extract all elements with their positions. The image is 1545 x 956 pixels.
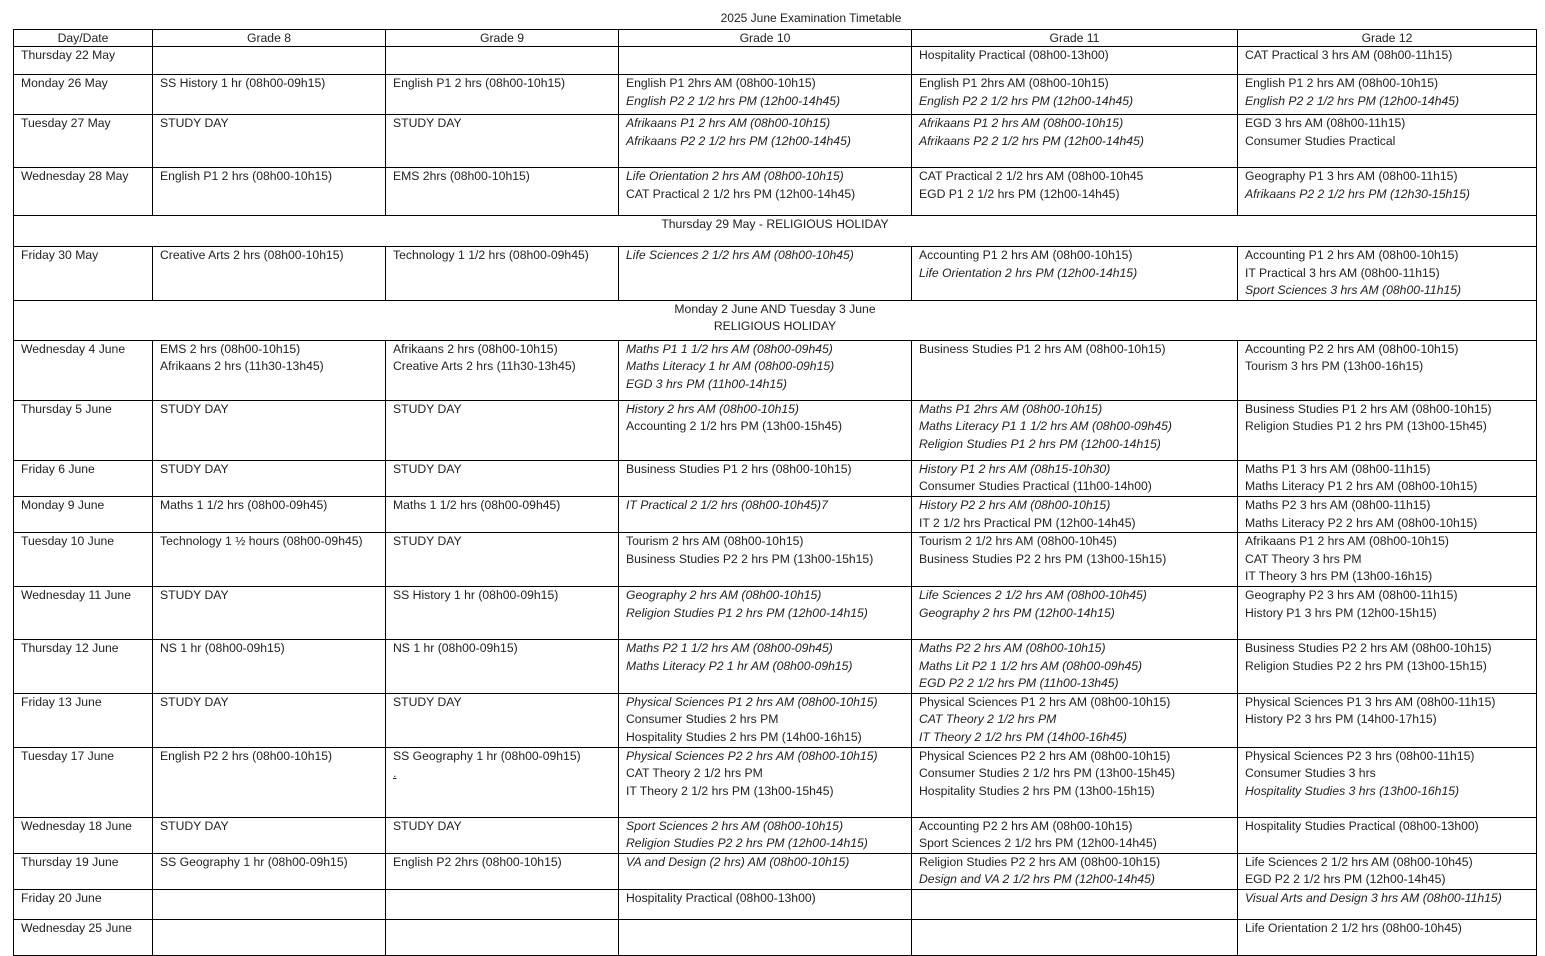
exam-entry: Afrikaans P1 2 hrs AM (08h00-10h15) bbox=[919, 116, 1124, 130]
grade-9-cell bbox=[386, 889, 619, 919]
exam-entry: VA and Design (2 hrs) AM (08h00-10h15) bbox=[626, 854, 850, 869]
exam-entry: English P2 2 1/2 hrs PM (12h00-14h45) bbox=[1245, 93, 1460, 108]
grade-11-cell bbox=[912, 247, 1238, 301]
exam-entry: Hospitality Studies 2 hrs PM (13h00-15h15) bbox=[919, 783, 1155, 798]
grade-10-cell bbox=[619, 747, 912, 817]
date-cell: Thursday 22 May bbox=[14, 47, 153, 75]
exam-entry: EMS 2hrs (08h00-10h15) bbox=[393, 169, 530, 183]
exam-entry: STUDY DAY bbox=[160, 694, 229, 709]
exam-entry: Maths Literacy P1 1 1/2 hrs AM (08h00-09h45) bbox=[919, 419, 1172, 434]
exam-entry: Physical Sciences P1 3 hrs AM (08h00-11h15) bbox=[1245, 694, 1496, 709]
holiday-row bbox=[14, 300, 1537, 340]
exam-entry: Maths Lit P2 1 1/2 hrs AM (08h00-09h45) bbox=[919, 658, 1143, 673]
grade-8-cell bbox=[153, 747, 386, 817]
grade-8-cell bbox=[153, 639, 386, 693]
header-grade-11: Grade 11 bbox=[912, 30, 1238, 47]
grade-10-cell bbox=[619, 247, 912, 301]
grade-9-cell bbox=[386, 533, 619, 587]
exam-entry: Visual Arts and Design 3 hrs AM (08h00-11h15) bbox=[1245, 890, 1502, 905]
grade-12-cell bbox=[1238, 853, 1537, 889]
date-cell: Monday 26 May bbox=[14, 75, 153, 115]
exam-entry: Religion Studies P1 2 hrs PM (13h00-15h45) bbox=[1245, 419, 1487, 434]
exam-entry: STUDY DAY bbox=[393, 818, 462, 833]
exam-entry: History P1 2 hrs AM (08h15-10h30) bbox=[919, 461, 1111, 476]
table-row bbox=[14, 693, 1537, 747]
exam-entry: Life Orientation 2 hrs AM (08h00-10h15) bbox=[626, 169, 844, 183]
exam-entry: Physical Sciences P1 2 hrs AM (08h00-10h15) bbox=[626, 694, 878, 709]
exam-entry: NS 1 hr (08h00-09h15) bbox=[160, 640, 285, 655]
grade-9-cell bbox=[386, 919, 619, 955]
grade-9-cell bbox=[386, 586, 619, 639]
exam-entry: Afrikaans P1 2 hrs AM (08h00-10h15) bbox=[626, 116, 831, 130]
grade-12-cell bbox=[1238, 586, 1537, 639]
exam-entry: Life Sciences 2 1/2 hrs AM (08h00-10h45) bbox=[1245, 854, 1473, 869]
exam-entry: Business Studies P1 2 hrs AM (08h00-10h15) bbox=[1245, 401, 1492, 416]
date-cell: Friday 30 May bbox=[14, 247, 153, 301]
exam-entry: Maths 1 1/2 hrs (08h00-09h45) bbox=[160, 497, 328, 512]
date-cell: Wednesday 28 May bbox=[14, 168, 153, 216]
exam-entry: EGD 3 hrs PM (11h00-14h15) bbox=[626, 376, 787, 391]
grade-11-cell bbox=[912, 889, 1238, 919]
grade-12-cell bbox=[1238, 533, 1537, 587]
date-cell: Tuesday 10 June bbox=[14, 533, 153, 587]
date-cell: Friday 20 June bbox=[14, 889, 153, 919]
grade-8-cell bbox=[153, 817, 386, 853]
exam-entry: Sport Sciences 2 hrs AM (08h00-10h15) bbox=[626, 818, 844, 833]
exam-entry: Geography 2 hrs AM (08h00-10h15) bbox=[626, 587, 822, 602]
grade-10-cell bbox=[619, 639, 912, 693]
grade-12-cell bbox=[1238, 47, 1537, 75]
exam-entry: Consumer Studies Practical bbox=[1245, 133, 1396, 148]
date-cell: Thursday 5 June bbox=[14, 400, 153, 460]
exam-entry: Afrikaans P2 2 1/2 hrs PM (12h00-14h45) bbox=[626, 133, 851, 148]
table-row bbox=[14, 400, 1537, 460]
date-cell: Friday 6 June bbox=[14, 460, 153, 496]
exam-entry: Consumer Studies 2 hrs PM bbox=[626, 712, 779, 727]
grade-12-cell bbox=[1238, 639, 1537, 693]
timetable-body bbox=[14, 47, 1537, 956]
exam-entry: STUDY DAY bbox=[393, 534, 462, 549]
exam-entry: Maths P2 3 hrs AM (08h00-11h15) bbox=[1245, 497, 1431, 512]
exam-entry: Accounting P1 2 hrs AM (08h00-10h15) bbox=[919, 248, 1133, 262]
exam-entry: Business Studies P2 2 hrs PM (13h00-15h15) bbox=[919, 551, 1167, 566]
grade-9-cell bbox=[386, 817, 619, 853]
exam-entry: Maths 1 1/2 hrs (08h00-09h45) bbox=[393, 497, 561, 512]
grade-12-cell bbox=[1238, 747, 1537, 817]
exam-entry: IT 2 1/2 hrs Practical PM (12h00-14h45) bbox=[919, 515, 1136, 530]
header-day-date: Day/Date bbox=[14, 30, 153, 47]
grade-11-cell bbox=[912, 115, 1238, 168]
exam-entry: SS History 1 hr (08h00-09h15) bbox=[160, 76, 326, 90]
exam-entry: IT Practical 2 1/2 hrs (08h00-10h45)7 bbox=[626, 497, 828, 512]
exam-entry: Business Studies P2 2 hrs PM (13h00-15h15) bbox=[626, 551, 874, 566]
table-row bbox=[14, 115, 1537, 168]
date-cell: Tuesday 17 June bbox=[14, 747, 153, 817]
grade-11-cell bbox=[912, 47, 1238, 75]
grade-10-cell bbox=[619, 75, 912, 115]
grade-12-cell bbox=[1238, 693, 1537, 747]
exam-entry: Business Studies P1 2 hrs AM (08h00-10h15) bbox=[919, 341, 1166, 356]
exam-entry: Religion Studies P2 2 hrs PM (12h00-14h15) bbox=[626, 836, 868, 851]
exam-entry: English P2 2 1/2 hrs PM (12h00-14h45) bbox=[626, 93, 841, 108]
exam-entry: Maths P1 1 1/2 hrs AM (08h00-09h45) bbox=[626, 341, 833, 356]
exam-entry: Maths P1 2hrs AM (08h00-10h15) bbox=[919, 401, 1103, 416]
exam-entry: CAT Theory 2 1/2 hrs PM bbox=[919, 712, 1057, 727]
exam-entry: Afrikaans P2 2 1/2 hrs PM (12h30-15h15) bbox=[1245, 186, 1470, 201]
exam-entry: English P1 2 hrs (08h00-10h15) bbox=[393, 76, 566, 90]
exam-entry: English P1 2hrs AM (08h00-10h15) bbox=[626, 76, 816, 90]
grade-12-cell bbox=[1238, 496, 1537, 532]
table-row bbox=[14, 460, 1537, 496]
exam-entry: Hospitality Practical (08h00-13h00) bbox=[919, 48, 1109, 62]
grade-11-cell bbox=[912, 460, 1238, 496]
grade-9-cell bbox=[386, 115, 619, 168]
exam-entry: CAT Practical 2 1/2 hrs AM (08h00-10h45 bbox=[919, 169, 1144, 183]
grade-8-cell bbox=[153, 340, 386, 400]
exam-entry: Accounting P2 2 hrs AM (08h00-10h15) bbox=[1245, 341, 1459, 356]
header-grade-10: Grade 10 bbox=[619, 30, 912, 47]
exam-entry: Maths Literacy P2 2 hrs AM (08h00-10h15) bbox=[1245, 515, 1478, 530]
table-row bbox=[14, 340, 1537, 400]
grade-11-cell bbox=[912, 693, 1238, 747]
grade-11-cell bbox=[912, 853, 1238, 889]
grade-8-cell bbox=[153, 586, 386, 639]
grade-9-cell bbox=[386, 400, 619, 460]
table-row bbox=[14, 533, 1537, 587]
date-cell: Wednesday 18 June bbox=[14, 817, 153, 853]
grade-10-cell bbox=[619, 919, 912, 955]
grade-9-cell bbox=[386, 693, 619, 747]
exam-entry: English P2 2 1/2 hrs PM (12h00-14h45) bbox=[919, 93, 1134, 108]
grade-12-cell bbox=[1238, 75, 1537, 115]
exam-entry: Life Orientation 2 1/2 hrs (08h00-10h45) bbox=[1245, 920, 1462, 935]
exam-entry: Geography P1 3 hrs AM (08h00-11h15) bbox=[1245, 169, 1458, 183]
exam-entry: Tourism 2 1/2 hrs AM (08h00-10h45) bbox=[919, 534, 1117, 549]
grade-8-cell bbox=[153, 919, 386, 955]
grade-9-cell bbox=[386, 340, 619, 400]
grade-12-cell bbox=[1238, 817, 1537, 853]
header-grade-12: Grade 12 bbox=[1238, 30, 1537, 47]
holiday-text: Monday 2 June AND Tuesday 3 June bbox=[674, 301, 876, 316]
grade-9-cell bbox=[386, 168, 619, 216]
exam-entry: Hospitality Studies Practical (08h00-13h00) bbox=[1245, 818, 1479, 833]
grade-9-cell bbox=[386, 747, 619, 817]
date-cell: Wednesday 25 June bbox=[14, 919, 153, 955]
grade-12-cell bbox=[1238, 168, 1537, 216]
exam-entry: Business Studies P2 2 hrs AM (08h00-10h15) bbox=[1245, 640, 1492, 655]
exam-entry: CAT Practical 3 hrs AM (08h00-11h15) bbox=[1245, 48, 1453, 62]
exam-entry: SS Geography 1 hr (08h00-09h15) bbox=[160, 854, 348, 869]
grade-12-cell bbox=[1238, 460, 1537, 496]
grade-10-cell bbox=[619, 340, 912, 400]
exam-entry: Geography P2 3 hrs AM (08h00-11h15) bbox=[1245, 587, 1458, 602]
grade-8-cell bbox=[153, 400, 386, 460]
grade-8-cell bbox=[153, 168, 386, 216]
exam-entry: STUDY DAY bbox=[393, 401, 462, 416]
exam-entry: Afrikaans P1 2 hrs AM (08h00-10h15) bbox=[1245, 534, 1449, 549]
exam-entry: CAT Theory 2 1/2 hrs PM bbox=[626, 766, 763, 781]
exam-entry: IT Theory 2 1/2 hrs PM (13h00-15h45) bbox=[626, 783, 834, 798]
grade-9-cell bbox=[386, 496, 619, 532]
grade-12-cell bbox=[1238, 400, 1537, 460]
exam-entry: Sport Sciences 2 1/2 hrs PM (12h00-14h45) bbox=[919, 836, 1157, 851]
exam-timetable bbox=[13, 29, 1537, 956]
date-cell: Thursday 12 June bbox=[14, 639, 153, 693]
grade-9-cell bbox=[386, 247, 619, 301]
exam-entry: STUDY DAY bbox=[393, 461, 462, 476]
grade-10-cell bbox=[619, 693, 912, 747]
exam-entry: Accounting P1 2 hrs AM (08h00-10h15) bbox=[1245, 248, 1459, 262]
grade-8-cell bbox=[153, 533, 386, 587]
exam-entry: Physical Sciences P2 3 hrs (08h00-11h15) bbox=[1245, 748, 1475, 763]
grade-8-cell bbox=[153, 853, 386, 889]
grade-10-cell bbox=[619, 853, 912, 889]
grade-10-cell bbox=[619, 115, 912, 168]
table-row bbox=[14, 853, 1537, 889]
exam-entry: IT Theory 3 hrs PM (13h00-16h15) bbox=[1245, 569, 1433, 584]
exam-entry: STUDY DAY bbox=[160, 587, 229, 602]
exam-entry: History P1 3 hrs PM (12h00-15h15) bbox=[1245, 605, 1437, 620]
exam-entry: EGD P2 2 1/2 hrs PM (12h00-14h45) bbox=[1245, 872, 1446, 887]
date-cell: Wednesday 11 June bbox=[14, 586, 153, 639]
exam-entry: Life Orientation 2 hrs PM (12h00-14h15) bbox=[919, 265, 1138, 280]
exam-entry: Hospitality Practical (08h00-13h00) bbox=[626, 890, 816, 905]
exam-entry: Physical Sciences P2 2 hrs AM (08h00-10h15) bbox=[919, 748, 1171, 763]
grade-12-cell bbox=[1238, 247, 1537, 301]
holiday-cell bbox=[14, 300, 1537, 340]
table-row bbox=[14, 747, 1537, 817]
exam-entry: . bbox=[393, 766, 397, 781]
holiday-text: RELIGIOUS HOLIDAY bbox=[713, 319, 837, 334]
header-row bbox=[14, 30, 1537, 47]
grade-11-cell bbox=[912, 496, 1238, 532]
exam-entry: CAT Theory 3 hrs PM bbox=[1245, 551, 1362, 566]
grade-8-cell bbox=[153, 496, 386, 532]
grade-8-cell bbox=[153, 693, 386, 747]
exam-entry: Maths P2 1 1/2 hrs AM (08h00-09h45) bbox=[626, 640, 833, 655]
grade-10-cell bbox=[619, 496, 912, 532]
table-row bbox=[14, 817, 1537, 853]
exam-entry: Life Sciences 2 1/2 hrs AM (08h00-10h45) bbox=[626, 248, 854, 262]
grade-10-cell bbox=[619, 817, 912, 853]
exam-entry: Consumer Studies 3 hrs bbox=[1245, 766, 1376, 781]
grade-11-cell bbox=[912, 639, 1238, 693]
exam-entry: Hospitality Studies 3 hrs (13h00-16h15) bbox=[1245, 783, 1460, 798]
grade-10-cell bbox=[619, 533, 912, 587]
exam-entry: Technology 1 ½ hours (08h00-09h45) bbox=[160, 534, 363, 549]
grade-11-cell bbox=[912, 168, 1238, 216]
exam-entry: Creative Arts 2 hrs (11h30-13h45) bbox=[393, 359, 576, 374]
date-cell: Friday 13 June bbox=[14, 693, 153, 747]
exam-entry: Geography 2 hrs PM (12h00-14h15) bbox=[919, 605, 1115, 620]
exam-entry: SS History 1 hr (08h00-09h15) bbox=[393, 587, 559, 602]
exam-entry: CAT Practical 2 1/2 hrs PM (12h00-14h45) bbox=[626, 186, 856, 201]
exam-entry: Religion Studies P2 2 hrs AM (08h00-10h15) bbox=[919, 854, 1161, 869]
grade-10-cell bbox=[619, 400, 912, 460]
exam-entry: Afrikaans 2 hrs (11h30-13h45) bbox=[160, 359, 324, 374]
exam-entry: Accounting 2 1/2 hrs PM (13h00-15h45) bbox=[626, 419, 843, 434]
exam-entry: Afrikaans P2 2 1/2 hrs PM (12h00-14h45) bbox=[919, 133, 1144, 148]
exam-entry: Sport Sciences 3 hrs AM (08h00-11h15) bbox=[1245, 283, 1462, 298]
exam-entry: History P2 2 hrs AM (08h00-10h15) bbox=[919, 497, 1111, 512]
date-cell: Monday 9 June bbox=[14, 496, 153, 532]
exam-entry: EGD 3 hrs AM (08h00-11h15) bbox=[1245, 116, 1406, 130]
grade-8-cell bbox=[153, 47, 386, 75]
exam-entry: Life Sciences 2 1/2 hrs AM (08h00-10h45) bbox=[919, 587, 1147, 602]
page-title: 2025 June Examination Timetable bbox=[720, 11, 902, 25]
header-grade-9: Grade 9 bbox=[386, 30, 619, 47]
grade-8-cell bbox=[153, 75, 386, 115]
grade-11-cell bbox=[912, 400, 1238, 460]
exam-entry: Consumer Studies 2 1/2 hrs PM (13h00-15h45) bbox=[919, 766, 1176, 781]
exam-entry: Afrikaans 2 hrs (08h00-10h15) bbox=[393, 341, 558, 356]
exam-entry: Maths Literacy P1 2 hrs AM (08h00-10h15) bbox=[1245, 479, 1478, 494]
header-grade-8: Grade 8 bbox=[153, 30, 386, 47]
grade-10-cell bbox=[619, 460, 912, 496]
exam-entry: Religion Studies P1 2 hrs PM (12h00-14h15) bbox=[919, 436, 1161, 451]
exam-entry: English P1 2hrs AM (08h00-10h15) bbox=[919, 76, 1109, 90]
grade-9-cell bbox=[386, 460, 619, 496]
grade-12-cell bbox=[1238, 919, 1537, 955]
grade-9-cell bbox=[386, 47, 619, 75]
exam-entry: Maths Literacy P2 1 hr AM (08h00-09h15) bbox=[626, 658, 853, 673]
exam-entry: English P2 2hrs (08h00-10h15) bbox=[393, 854, 562, 869]
holiday-text: Thursday 29 May - RELIGIOUS HOLIDAY bbox=[661, 217, 889, 231]
exam-entry: English P1 2 hrs AM (08h00-10h15) bbox=[1245, 76, 1439, 90]
exam-entry: Physical Sciences P1 2 hrs AM (08h00-10h15) bbox=[919, 694, 1171, 709]
exam-entry: EGD P1 2 1/2 hrs PM (12h00-14h45) bbox=[919, 186, 1120, 201]
exam-entry: Physical Sciences P2 2 hrs AM (08h00-10h15) bbox=[626, 748, 878, 763]
exam-entry: STUDY DAY bbox=[393, 694, 462, 709]
exam-entry: STUDY DAY bbox=[160, 116, 229, 130]
grade-10-cell bbox=[619, 168, 912, 216]
exam-entry: Maths P1 3 hrs AM (08h00-11h15) bbox=[1245, 461, 1431, 476]
table-row bbox=[14, 639, 1537, 693]
grade-10-cell bbox=[619, 889, 912, 919]
exam-entry: Business Studies P1 2 hrs (08h00-10h15) bbox=[626, 461, 852, 476]
grade-9-cell bbox=[386, 853, 619, 889]
grade-10-cell bbox=[619, 47, 912, 75]
table-row bbox=[14, 247, 1537, 301]
grade-8-cell bbox=[153, 889, 386, 919]
exam-entry: Technology 1 1/2 hrs (08h00-09h45) bbox=[393, 248, 589, 262]
exam-entry: English P1 2 hrs (08h00-10h15) bbox=[160, 169, 333, 183]
exam-entry: Maths P2 2 hrs AM (08h00-10h15) bbox=[919, 640, 1106, 655]
grade-8-cell bbox=[153, 460, 386, 496]
exam-entry: Tourism 3 hrs PM (13h00-16h15) bbox=[1245, 359, 1424, 374]
exam-entry: Tourism 2 hrs AM (08h00-10h15) bbox=[626, 534, 804, 549]
table-row bbox=[14, 586, 1537, 639]
exam-entry: SS Geography 1 hr (08h00-09h15) bbox=[393, 748, 581, 763]
exam-entry: Consumer Studies Practical (11h00-14h00) bbox=[919, 479, 1152, 494]
exam-entry: IT Theory 2 1/2 hrs PM (14h00-16h45) bbox=[919, 729, 1127, 744]
exam-entry: History P2 3 hrs PM (14h00-17h15) bbox=[1245, 712, 1437, 727]
exam-entry: STUDY DAY bbox=[160, 818, 229, 833]
exam-entry: Maths Literacy 1 hr AM (08h00-09h15) bbox=[626, 359, 835, 374]
table-row bbox=[14, 919, 1537, 955]
exam-entry: English P2 2 hrs (08h00-10h15) bbox=[160, 748, 333, 763]
date-cell: Thursday 19 June bbox=[14, 853, 153, 889]
exam-entry: STUDY DAY bbox=[393, 116, 462, 130]
exam-entry: History 2 hrs AM (08h00-10h15) bbox=[626, 401, 799, 416]
grade-8-cell bbox=[153, 247, 386, 301]
grade-9-cell bbox=[386, 75, 619, 115]
grade-12-cell bbox=[1238, 115, 1537, 168]
grade-11-cell bbox=[912, 919, 1238, 955]
grade-11-cell bbox=[912, 533, 1238, 587]
grade-9-cell bbox=[386, 639, 619, 693]
grade-10-cell bbox=[619, 586, 912, 639]
exam-entry: IT Practical 3 hrs AM (08h00-11h15) bbox=[1245, 265, 1440, 280]
grade-11-cell bbox=[912, 747, 1238, 817]
exam-entry: STUDY DAY bbox=[160, 401, 229, 416]
table-row bbox=[14, 75, 1537, 115]
table-row bbox=[14, 168, 1537, 216]
grade-8-cell bbox=[153, 115, 386, 168]
holiday-row bbox=[14, 216, 1537, 247]
grade-12-cell bbox=[1238, 340, 1537, 400]
exam-entry: Religion Studies P2 2 hrs PM (13h00-15h15) bbox=[1245, 658, 1487, 673]
grade-11-cell bbox=[912, 586, 1238, 639]
date-cell: Wednesday 4 June bbox=[14, 340, 153, 400]
grade-12-cell bbox=[1238, 889, 1537, 919]
table-row bbox=[14, 47, 1537, 75]
table-row bbox=[14, 889, 1537, 919]
exam-entry: STUDY DAY bbox=[160, 461, 229, 476]
exam-entry: Hospitality Studies 2 hrs PM (14h00-16h15) bbox=[626, 729, 862, 744]
grade-11-cell bbox=[912, 340, 1238, 400]
table-row bbox=[14, 496, 1537, 532]
exam-entry: NS 1 hr (08h00-09h15) bbox=[393, 640, 518, 655]
exam-entry: EGD P2 2 1/2 hrs PM (11h00-13h45) bbox=[919, 676, 1119, 691]
holiday-cell bbox=[14, 216, 1537, 247]
exam-entry: Accounting P2 2 hrs AM (08h00-10h15) bbox=[919, 818, 1133, 833]
exam-entry: Creative Arts 2 hrs (08h00-10h15) bbox=[160, 248, 344, 262]
grade-11-cell bbox=[912, 817, 1238, 853]
grade-11-cell bbox=[912, 75, 1238, 115]
date-cell: Tuesday 27 May bbox=[14, 115, 153, 168]
exam-entry: EMS 2 hrs (08h00-10h15) bbox=[160, 341, 301, 356]
exam-entry: Design and VA 2 1/2 hrs PM (12h00-14h45) bbox=[919, 872, 1155, 887]
exam-entry: Religion Studies P1 2 hrs PM (12h00-14h15) bbox=[626, 605, 868, 620]
